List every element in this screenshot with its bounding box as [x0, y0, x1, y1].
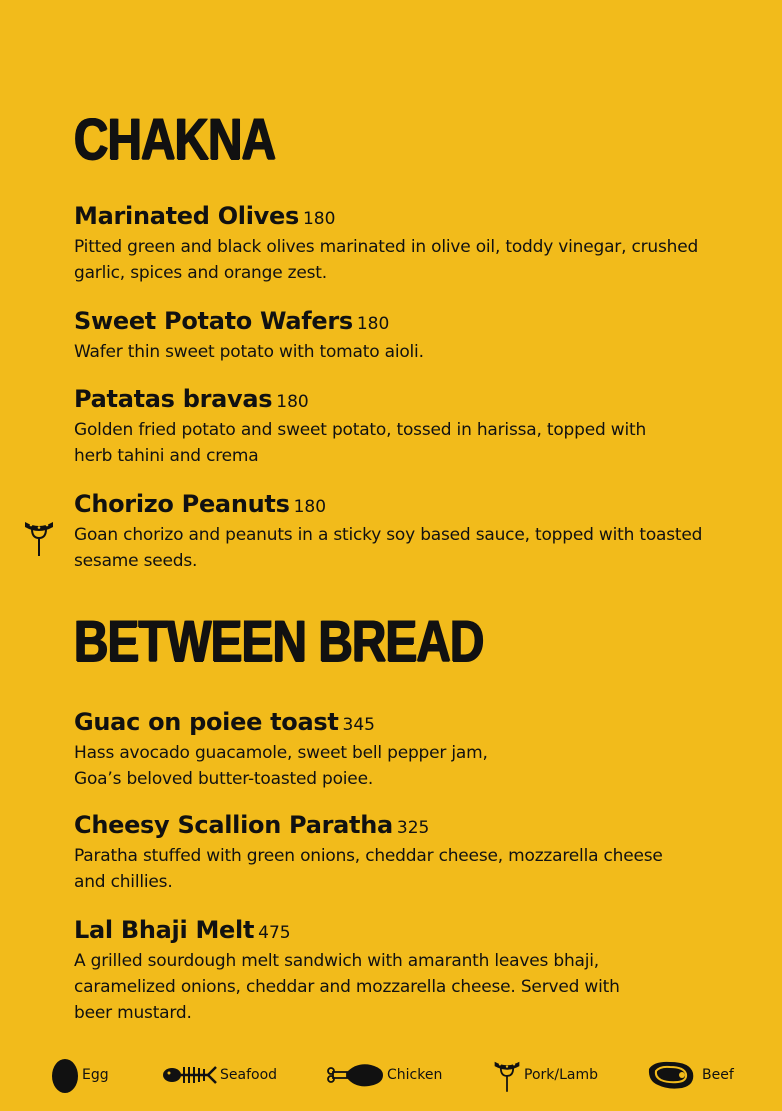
legend-label: Pork/Lamb [524, 1067, 598, 1083]
menu-item [74, 813, 764, 895]
item-description: Paratha stuffed with green onions, cheddar cheese, mozzarella cheese and chillies. [74, 846, 663, 892]
item-description: Pitted green and black olives marinated in olive oil, toddy vinegar, crushed garlic, spices and orange zest. [74, 237, 699, 283]
item-description: Wafer thin sweet potato with tomato aioli. [74, 342, 424, 362]
dietary-legend [0, 1050, 782, 1100]
menu-item [74, 918, 764, 1026]
item-name: Cheesy Scallion Paratha [74, 811, 393, 839]
item-price: 180 [276, 392, 309, 412]
legend-item-egg [50, 1050, 109, 1100]
legend-item-chicken [327, 1050, 442, 1100]
sausage-fork-icon [492, 1054, 522, 1096]
item-description: A grilled sourdough melt sandwich with amaranth leaves bhaji, caramelized onions, cheddar and mozzarella cheese. Served with beer mustard. [74, 951, 620, 1023]
item-name: Marinated Olives [74, 202, 299, 230]
fish-bone-icon [162, 1060, 218, 1090]
chicken-leg-icon [327, 1060, 385, 1090]
item-name: Guac on poiee toast [74, 708, 339, 736]
item-description: Golden fried potato and sweet potato, tossed in harissa, topped with herb tahini and crema [74, 420, 647, 466]
menu-item [74, 492, 764, 574]
item-description: Hass avocado guacamole, sweet bell pepper jam, Goa’s beloved butter-toasted poiee. [74, 743, 488, 789]
menu-item [74, 309, 764, 365]
egg-icon [50, 1055, 80, 1095]
item-description: Goan chorizo and peanuts in a sticky soy based sauce, topped with toasted sesame seeds. [74, 525, 703, 571]
legend-item-pork-lamb [492, 1050, 598, 1100]
legend-item-seafood [162, 1050, 277, 1100]
section-title-between-bread: BETWEEN BREAD [74, 609, 484, 674]
steak-icon [646, 1059, 696, 1091]
item-name: Lal Bhaji Melt [74, 916, 255, 944]
item-price: 325 [396, 818, 430, 838]
item-name: Patatas bravas [74, 385, 273, 413]
menu-item [74, 710, 764, 792]
menu-item [74, 204, 764, 286]
item-price: 475 [258, 923, 291, 943]
section-title-chakna: CHAKNA [74, 107, 276, 172]
menu-item [74, 387, 764, 469]
item-price: 180 [302, 209, 336, 229]
legend-item-beef [646, 1050, 734, 1100]
item-price: 345 [342, 715, 375, 735]
pork-lamb-icon [22, 516, 56, 558]
legend-label: Beef [702, 1067, 734, 1083]
legend-label: Chicken [387, 1067, 443, 1083]
legend-label: Egg [82, 1067, 109, 1083]
item-price: 180 [293, 497, 327, 517]
item-price: 180 [356, 314, 390, 334]
item-name: Chorizo Peanuts [74, 490, 290, 518]
legend-label: Seafood [220, 1067, 278, 1083]
item-name: Sweet Potato Wafers [74, 307, 353, 335]
